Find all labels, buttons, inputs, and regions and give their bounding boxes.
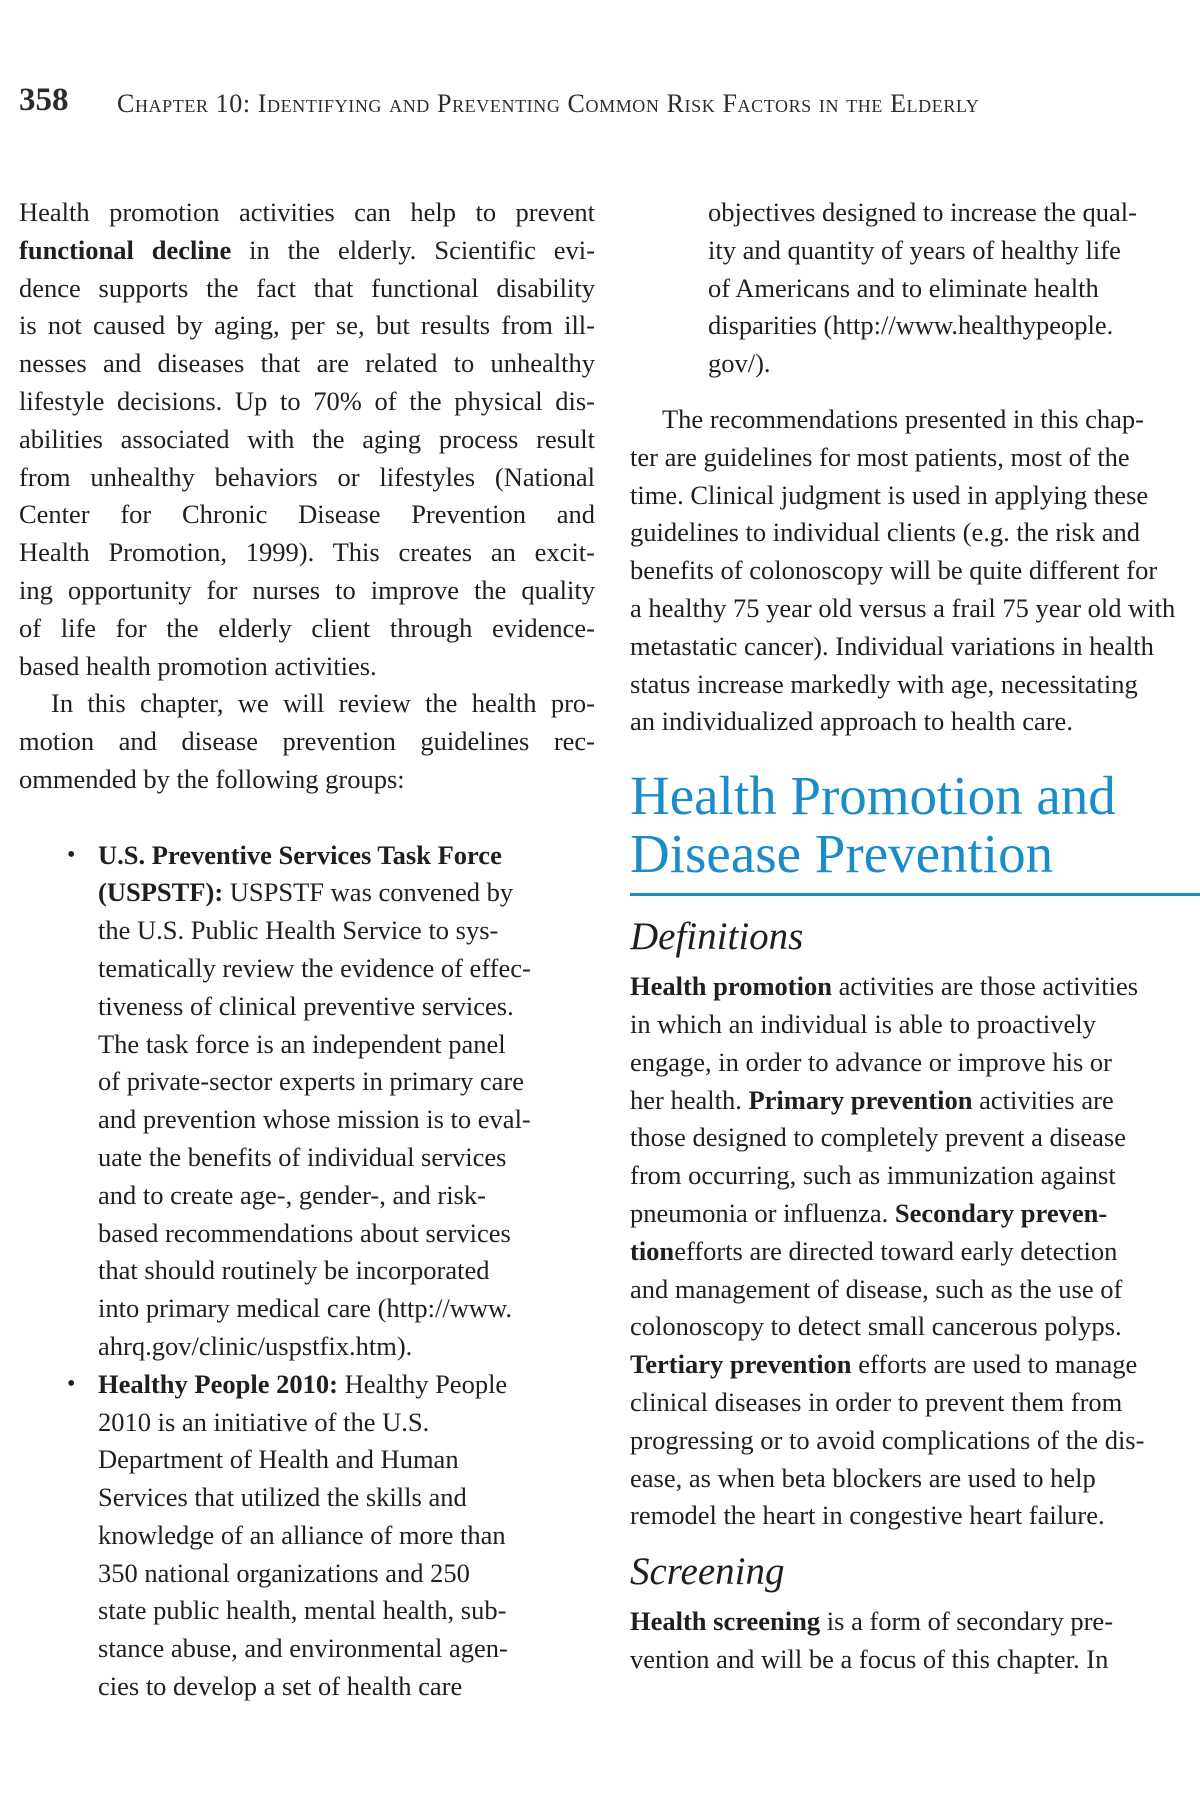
text-line: pneumonia or influenza. Secondary preven-: [630, 1197, 1108, 1228]
running-header: [19, 82, 1200, 122]
text-line: gov/).: [708, 348, 771, 379]
bullet-item: [19, 1366, 595, 1706]
text-line: those designed to completely prevent a disease: [630, 1122, 1126, 1153]
text-line: from unhealthy behaviors or lifestyles (National: [19, 461, 595, 492]
text-line: 2010 is an initiative of the U.S.: [98, 1406, 430, 1437]
text-line: objectives designed to increase the qual-: [708, 197, 1137, 227]
text-line: that should routinely be incorporated: [98, 1255, 490, 1286]
text-line: time. Clinical judgment is used in applying these: [630, 479, 1149, 510]
text-line: tematically review the evidence of effec-: [98, 952, 531, 983]
text-line: cies to develop a set of health care: [98, 1671, 463, 1702]
text-line: is not caused by aging, per se, but results from ill-: [19, 310, 595, 341]
text-line: Tertiary prevention efforts are used to manage: [630, 1349, 1138, 1380]
text-line: [19, 837, 595, 875]
bold-term: Health screening: [630, 1606, 821, 1637]
text-line: ity and quantity of years of healthy life: [708, 234, 1121, 265]
text-line: engage, in order to advance or improve his or: [630, 1046, 1112, 1077]
bold-term: Tertiary prevention: [630, 1349, 852, 1380]
text-line: Health promotion activities are those activities: [630, 971, 1139, 1002]
right-column: [630, 194, 1200, 1679]
text-line: ease, as when beta blockers are used to help: [630, 1462, 1096, 1493]
bullet-marker: •: [67, 841, 76, 868]
bold-term: Health promotion: [630, 971, 832, 1002]
text-line: motion and disease prevention guidelines rec-: [19, 726, 595, 757]
screening-paragraph: [630, 1603, 1200, 1679]
text-line: of life for the elderly client through evidence-: [19, 612, 595, 643]
text-line: disparities (http://www.healthypeople.: [708, 310, 1114, 341]
text-line: an individualized approach to health care.: [630, 706, 1073, 737]
text-line: stance abuse, and environmental agen-: [98, 1633, 508, 1664]
text-line: into primary medical care (http://www.: [98, 1293, 513, 1324]
section-heading: [630, 767, 1200, 883]
text-line: a healthy 75 year old versus a frail 75 year old with: [630, 592, 1176, 623]
text-line: based health promotion activities.: [19, 650, 377, 681]
text-line: progressing or to avoid complications of the dis-: [630, 1424, 1145, 1455]
text-line: abilities associated with the aging process result: [19, 423, 595, 454]
text-line: vention and will be a focus of this chapter. In: [630, 1643, 1109, 1674]
text-line: metastatic cancer). Individual variations in health: [630, 630, 1154, 661]
section-heading-line: Health Promotion and: [630, 765, 1116, 827]
bold-term: Healthy People 2010:: [98, 1368, 338, 1399]
text-line: and management of disease, such as the use of: [630, 1273, 1123, 1304]
text-line: her health. Primary prevention activities are: [630, 1084, 1114, 1115]
text-line: tiveness of clinical preventive services.: [98, 990, 514, 1021]
text-line: 350 national organizations and 250: [98, 1557, 470, 1588]
text-line: state public health, mental health, sub-: [98, 1595, 507, 1626]
section-heading-line: Disease Prevention: [630, 823, 1054, 885]
bold-term: tion: [630, 1235, 675, 1266]
bullet-marker: •: [67, 1370, 76, 1397]
text-line: Services that utilized the skills and: [98, 1482, 467, 1513]
text-line: lifestyle decisions. Up to 70% of the physical dis-: [19, 385, 595, 416]
text-line: ommended by the following groups:: [19, 763, 405, 794]
text-line: benefits of colonoscopy will be quite different for: [630, 555, 1158, 586]
bold-term: Primary prevention: [748, 1084, 973, 1115]
left-column: [19, 194, 595, 1706]
recommendations-paragraph: [630, 401, 1200, 741]
section-rule: [630, 893, 1200, 896]
bold-term: (USPSTF):: [98, 877, 224, 908]
text-line: functional decline in the elderly. Scientific evi-: [19, 234, 595, 265]
text-line: nesses and diseases that are related to unhealthy: [19, 348, 595, 379]
text-line: The task force is an independent panel: [98, 1028, 506, 1059]
text-line: knowledge of an alliance of more than: [98, 1519, 506, 1550]
text-line: Health promotion activities can help to prevent: [19, 197, 595, 227]
text-line: uate the benefits of individual services: [98, 1141, 507, 1172]
text-line: The recommendations presented in this chap-: [662, 403, 1144, 434]
text-line: tionefforts are directed toward early detection: [630, 1235, 1118, 1266]
text-line: and to create age-, gender-, and risk-: [98, 1179, 486, 1210]
text-line: from occurring, such as immunization against: [630, 1160, 1116, 1191]
groups-bullet-list: [19, 837, 595, 1706]
bold-term: U.S. Preventive Services Task Force: [98, 839, 502, 870]
text-line: Healthy People 2010: Healthy People: [98, 1368, 508, 1399]
text-line: status increase markedly with age, necessitating: [630, 668, 1138, 699]
text-line: the U.S. Public Health Service to sys-: [98, 915, 499, 946]
text-line: of private-sector experts in primary care: [98, 1066, 525, 1097]
screening-heading: Screening: [630, 1550, 785, 1594]
text-line: and prevention whose mission is to eval-: [98, 1104, 531, 1135]
intro-paragraph: [19, 194, 595, 685]
text-line: dence supports the fact that functional disability: [19, 272, 595, 303]
text-line: (USPSTF): USPSTF was convened by: [98, 877, 514, 908]
page-number: 358: [19, 82, 69, 118]
bold-term: functional decline: [19, 234, 232, 265]
text-line: Department of Health and Human: [98, 1444, 459, 1475]
text-line: ahrq.gov/clinic/uspstfix.htm).: [98, 1330, 413, 1361]
text-line: guidelines to individual clients (e.g. the risk and: [630, 517, 1141, 548]
text-line: ing opportunity for nurses to improve the quality: [19, 574, 595, 605]
definitions-paragraph: [630, 968, 1200, 1535]
running-head: Chapter 10: Identifying and Preventing Common Risk Factors in the Elderly: [117, 89, 980, 118]
definitions-heading: Definitions: [630, 915, 804, 959]
text-line: Health screening is a form of secondary pre-: [630, 1606, 1114, 1637]
text-line: ter are guidelines for most patients, most of the: [630, 441, 1130, 472]
text-line: Health Promotion, 1999). This creates an excit-: [19, 537, 595, 568]
text-line: of Americans and to eliminate health: [708, 272, 1099, 303]
text-line: colonoscopy to detect small cancerous polyps.: [630, 1311, 1122, 1342]
objectives-paragraph: [630, 194, 1200, 383]
groups-paragraph: [19, 685, 595, 798]
text-line: based recommendations about services: [98, 1217, 511, 1248]
text-line: In this chapter, we will review the health pro-: [51, 688, 595, 719]
bold-term: Secondary preven-: [894, 1197, 1108, 1228]
bullet-item: [19, 837, 595, 1366]
text-line: in which an individual is able to proactively: [630, 1008, 1096, 1039]
text-line: remodel the heart in congestive heart failure.: [630, 1500, 1105, 1531]
text-line: clinical diseases in order to prevent them from: [630, 1386, 1123, 1417]
text-line: Center for Chronic Disease Prevention and: [19, 499, 595, 530]
